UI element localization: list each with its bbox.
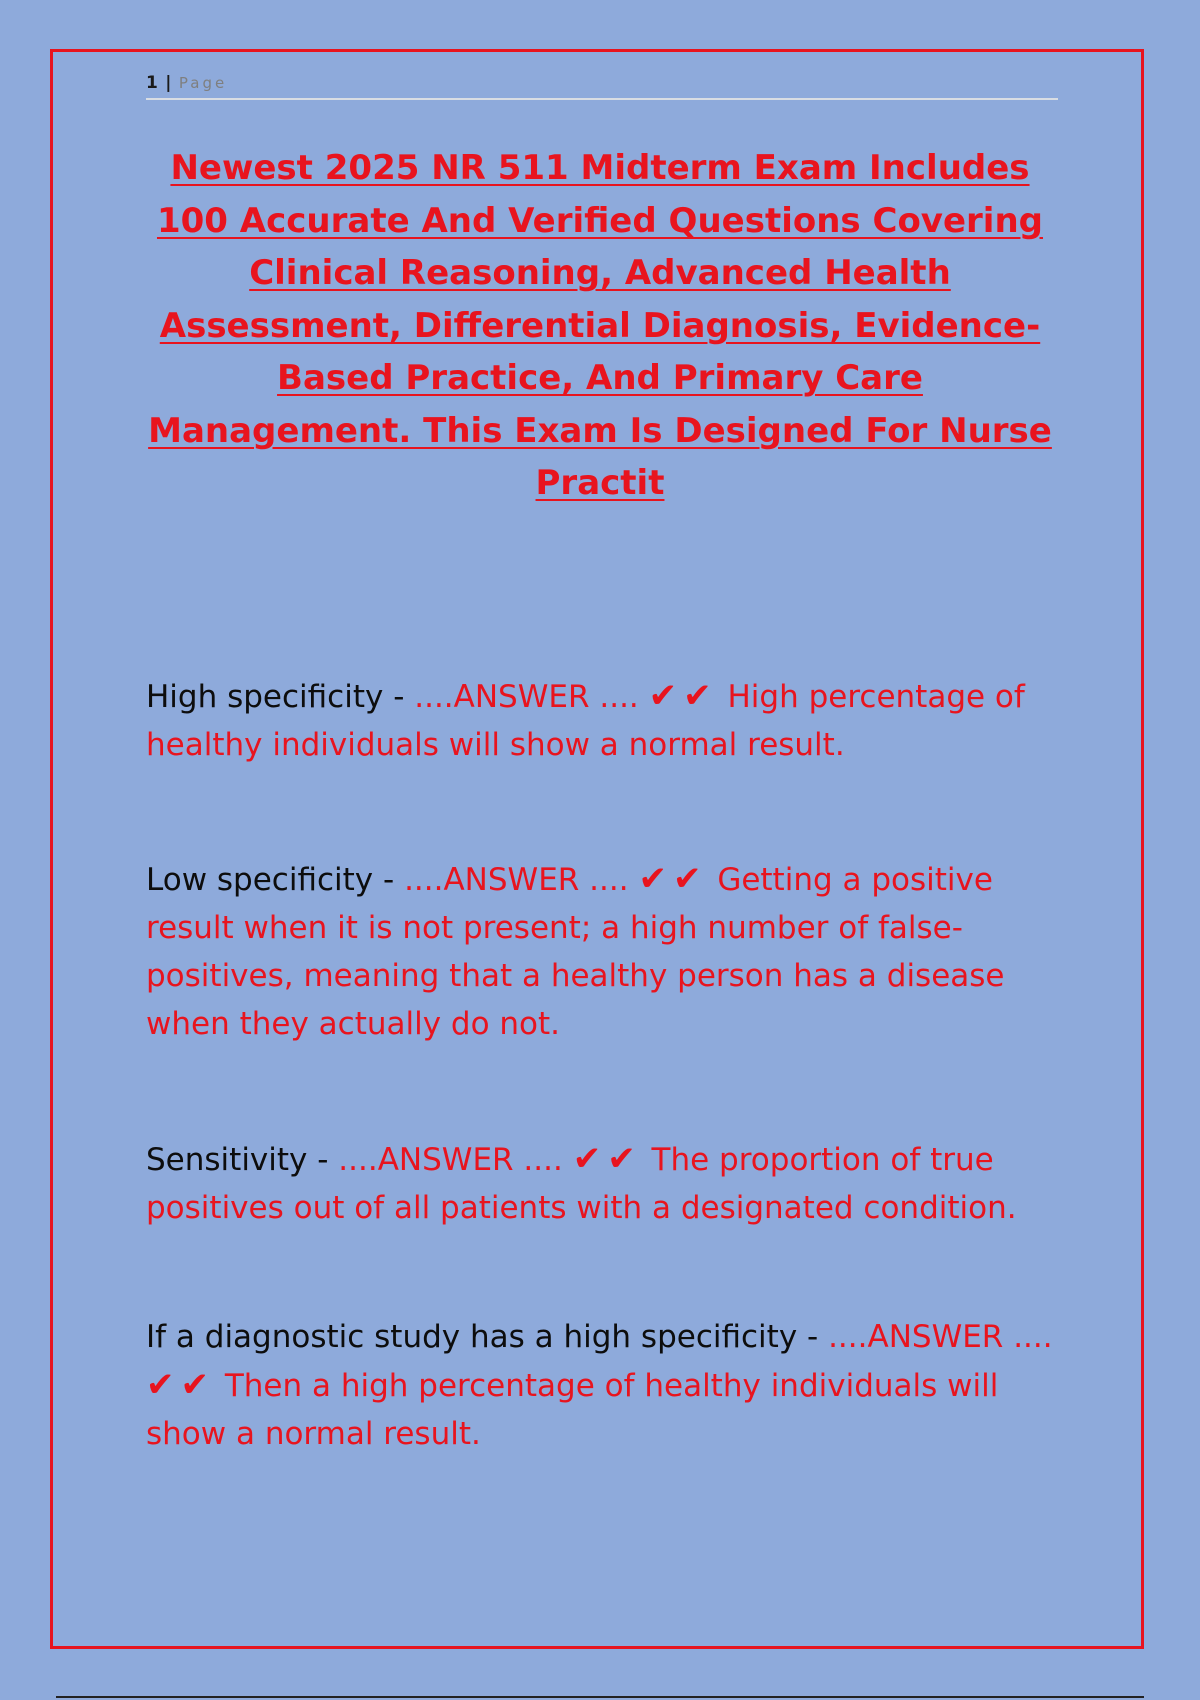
qa-dash: - — [307, 1142, 339, 1178]
qa-term: Sensitivity — [146, 1142, 308, 1178]
page-label: Page — [178, 74, 228, 92]
qa-item — [146, 1135, 1066, 1232]
answer-marker: ....ANSWER .... — [414, 679, 639, 715]
page-separator: | — [165, 73, 172, 93]
qa-answer: The proportion of true positives out of all patients with a designated condition. — [146, 1142, 1017, 1226]
answer-marker: ....ANSWER .... — [338, 1142, 563, 1178]
check-icon: ✔✔ — [638, 859, 708, 899]
qa-dash: - — [373, 862, 405, 898]
qa-dash: - — [383, 679, 415, 715]
document-title: Newest 2025 NR 511 Midterm Exam Includes 100 Accurate And Verified Questions Covering Clinical Reasoning, Advanced Health Assessment, Differential Diagnosis, Evidence-Based Practice, And Primary Care Management. This Exam Is Designed For Nurse Practit — [148, 148, 1052, 503]
check-icon: ✔✔ — [648, 676, 718, 716]
answer-marker: ....ANSWER .... — [828, 1319, 1053, 1355]
answer-marker: ....ANSWER .... — [404, 862, 629, 898]
qa-term: If a diagnostic study has a high specificity — [146, 1319, 798, 1355]
page-header — [146, 70, 1058, 100]
qa-answer: Then a high percentage of healthy individuals will show a normal result. — [146, 1368, 999, 1452]
page-number: 1 — [146, 73, 158, 93]
qa-term: Low specificity — [146, 862, 374, 898]
footer-rule — [56, 1696, 1144, 1698]
qa-item — [146, 672, 1066, 769]
qa-dash: - — [797, 1319, 829, 1355]
qa-answer: High percentage of healthy individuals will show a normal result. — [146, 679, 1025, 763]
qa-item — [146, 855, 1066, 1048]
qa-item — [146, 1313, 1066, 1458]
qa-answer: Getting a positive result when it is not present; a high number of false-positives, meaning that a healthy person has a disease when they actually do not. — [146, 862, 1005, 1042]
qa-term: High specificity — [146, 679, 384, 715]
check-icon: ✔✔ — [572, 1139, 642, 1179]
check-icon: ✔✔ — [146, 1365, 215, 1405]
